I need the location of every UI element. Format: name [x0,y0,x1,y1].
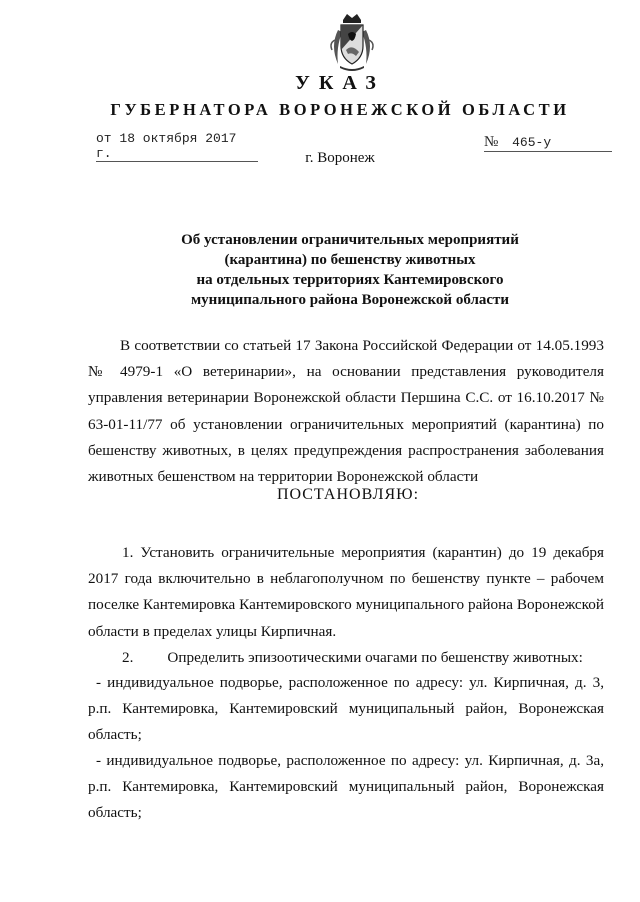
subject-line: муниципального района Воронежской области [190,292,510,308]
subject-line: (карантина) по бешенству животных [224,252,476,268]
clause-2-text: Определить эпизоотическими очагами по бешенству животных: [167,649,583,666]
coat-of-arms-icon [326,10,378,74]
clause-2-number: 2. [122,649,134,666]
subject-line: Об установлении ограничительных мероприятий [181,232,519,248]
document-city: г. Воронеж [305,150,375,166]
document-title: УКАЗ [295,72,385,94]
document-issuer: ГУБЕРНАТОРА ВОРОНЕЖСКОЙ ОБЛАСТИ [110,100,570,119]
document-subject [80,230,620,310]
focus-item-1: - индивидуальное подворье, расположенное по адресу: ул. Кирпичная, д. 3, р.п. Кантемировка, Кантемировский муниципальный район, Воронежская область; [88,674,604,744]
subject-line: на отдельных территориях Кантемировского [196,272,504,288]
number-value: 465-у [512,135,552,150]
clause-2 [88,645,604,671]
clause-1: 1. Установить ограничительные мероприятия (карантин) до 19 декабря 2017 года включительно в неблагополучном по бешенству пункте – рабочем поселке Кантемировка Кантемировского муниципального района Воронежской области в пределах улицы Кирпичная. [88,544,604,640]
decree-word: ПОСТАНОВЛЯЮ: [276,486,420,503]
document-date: от 18 октября 2017 г. [96,131,258,162]
number-label: № [484,134,499,150]
focus-item-2: - индивидуальное подворье, расположенное по адресу: ул. Кирпичная, д. 3а, р.п. Кантемировка, Кантемировский муниципальный район, Воронежская область; [88,752,604,822]
preamble-paragraph: В соответствии со статьей 17 Закона Российской Федерации от 14.05.1993 № 4979-1 «О ветеринарии», на основании представления руководителя управления ветеринарии Воронежской области Першина С.С. от 16.10.2017 № 63-01-11/77 об установлении ограничительных мероприятий (карантина) по бешенству животных, в целях предупреждения распространения заболевания животных бешенством на территории Воронежской области [88,337,604,486]
